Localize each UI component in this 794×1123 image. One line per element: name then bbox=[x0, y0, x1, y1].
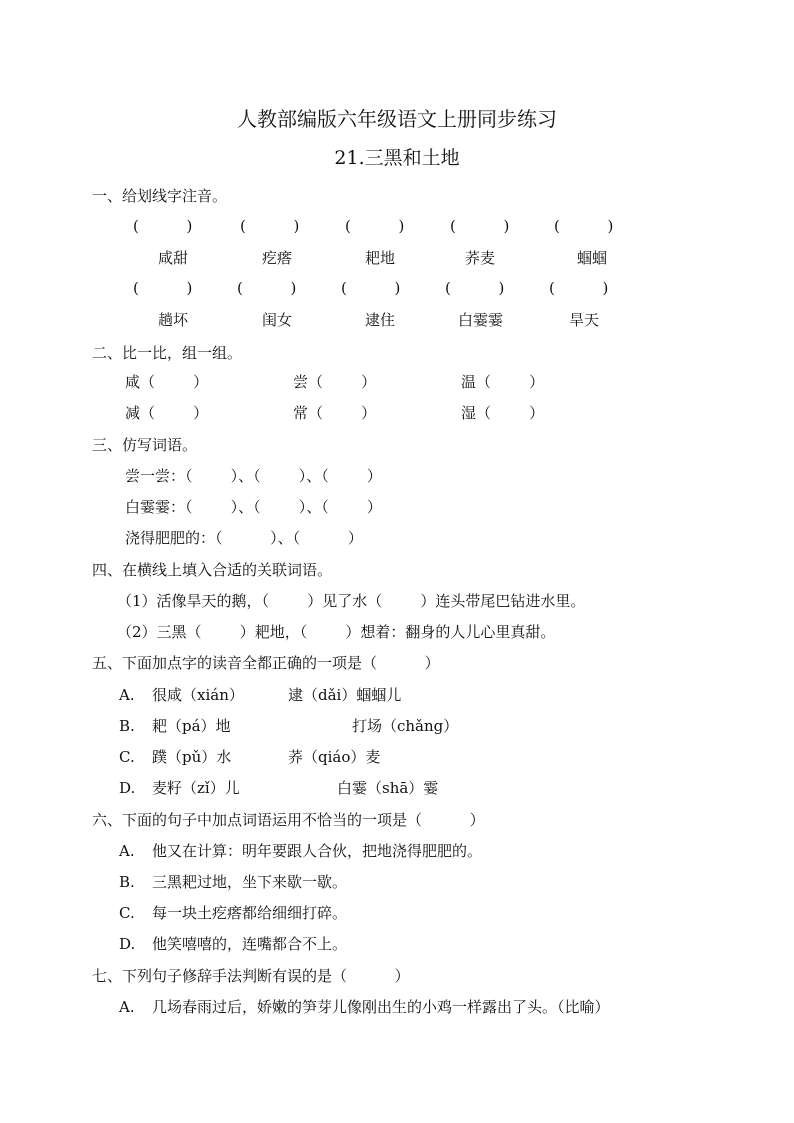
answer-blank[interactable]: ( ) bbox=[554, 217, 614, 235]
answer-blank[interactable]: ( ) bbox=[133, 279, 193, 297]
compare-item[interactable]: 温（ ） bbox=[461, 373, 545, 391]
section-7-heading: 七、下列句子修辞手法判断有误的是（ ） bbox=[92, 967, 410, 985]
option-text: 很咸（xián） bbox=[152, 686, 244, 704]
answer-blank[interactable]: ( ) bbox=[341, 279, 401, 297]
imitation-line[interactable]: 白霎霎：（ ）、（ ）、（ ） bbox=[125, 498, 382, 516]
compare-item[interactable]: 尝（ ） bbox=[293, 373, 377, 391]
option-text: 白霎（shā）霎 bbox=[337, 779, 439, 797]
vocab-word: 咸甜 bbox=[158, 249, 189, 267]
option-text: 三黑耙过地，坐下来歇一歇。 bbox=[152, 873, 348, 891]
option-label: D. bbox=[119, 779, 136, 797]
answer-blank[interactable]: ( ) bbox=[549, 279, 609, 297]
option-text: 耙（pá）地 bbox=[152, 717, 231, 735]
compare-item[interactable]: 减（ ） bbox=[125, 404, 209, 422]
option-label: C. bbox=[119, 904, 135, 922]
vocab-word: 旱天 bbox=[569, 311, 600, 329]
option-text: 麦籽（zǐ）儿 bbox=[152, 779, 240, 797]
option-label: A. bbox=[119, 842, 135, 860]
vocab-word: 白霎霎 bbox=[458, 311, 504, 329]
vocab-word: 逮住 bbox=[365, 311, 396, 329]
page-title: 人教部编版六年级语文上册同步练习 bbox=[237, 107, 557, 131]
compare-item[interactable]: 常（ ） bbox=[293, 404, 377, 422]
vocab-word: 耙地 bbox=[365, 249, 396, 267]
section-5-heading: 五、下面加点字的读音全都正确的一项是（ ） bbox=[92, 654, 440, 672]
option-text: 他又在计算：明年要跟人合伙，把地浇得肥肥的。 bbox=[152, 842, 483, 860]
answer-blank[interactable]: ( ) bbox=[240, 217, 300, 235]
imitation-line[interactable]: 尝一尝：（ ）、（ ）、（ ） bbox=[125, 467, 382, 485]
answer-blank[interactable]: ( ) bbox=[445, 279, 505, 297]
option-label: D. bbox=[119, 935, 136, 953]
option-label: A. bbox=[119, 686, 135, 704]
option-text: 打场（chǎng） bbox=[352, 717, 459, 735]
section-6-heading: 六、下面的句子中加点词语运用不恰当的一项是（ ） bbox=[92, 811, 485, 829]
option-text: 几场春雨过后，娇嫩的笋芽儿像刚出生的小鸡一样露出了头。（比喻） bbox=[152, 998, 610, 1016]
option-label: B. bbox=[119, 873, 135, 891]
vocab-word: 趟坏 bbox=[158, 311, 189, 329]
vocab-word: 荞麦 bbox=[465, 249, 496, 267]
option-label: C. bbox=[119, 748, 135, 766]
option-text: 逮（dǎi）蝈蝈儿 bbox=[288, 686, 402, 704]
option-label: A. bbox=[119, 998, 135, 1016]
option-text: 荞（qiáo）麦 bbox=[288, 748, 381, 766]
vocab-word: 闺女 bbox=[262, 311, 293, 329]
section-1-heading: 一、给划线字注音。 bbox=[92, 187, 228, 205]
page-subtitle: 21.三黑和土地 bbox=[334, 147, 460, 169]
option-text: 每一块土疙瘩都给细细打碎。 bbox=[152, 904, 348, 922]
section-4-heading: 四、在横线上填入合适的关联词语。 bbox=[92, 561, 333, 579]
vocab-word: 疙瘩 bbox=[262, 249, 293, 267]
option-text: 他笑嘻嘻的，连嘴都合不上。 bbox=[152, 935, 348, 953]
option-label: B. bbox=[119, 717, 135, 735]
compare-item[interactable]: 湿（ ） bbox=[461, 404, 545, 422]
section-2-heading: 二、比一比，组一组。 bbox=[92, 344, 243, 362]
answer-blank[interactable]: ( ) bbox=[133, 217, 193, 235]
answer-blank[interactable]: ( ) bbox=[345, 217, 405, 235]
imitation-line[interactable]: 浇得肥肥的：（ ）、（ ） bbox=[125, 529, 363, 547]
vocab-word: 蝈蝈 bbox=[577, 249, 608, 267]
answer-blank[interactable]: ( ) bbox=[237, 279, 297, 297]
answer-blank[interactable]: ( ) bbox=[450, 217, 510, 235]
fill-sentence[interactable]: （2）三黑（ ）耙地，（ ）想着：翻身的人儿心里真甜。 bbox=[117, 623, 556, 641]
section-3-heading: 三、仿写词语。 bbox=[92, 436, 198, 454]
compare-item[interactable]: 咸（ ） bbox=[125, 373, 209, 391]
option-text: 蹼（pǔ）水 bbox=[152, 748, 232, 766]
fill-sentence[interactable]: （1）活像旱天的鹅，（ ）见了水（ ）连头带尾巴钻进水里。 bbox=[117, 592, 586, 610]
